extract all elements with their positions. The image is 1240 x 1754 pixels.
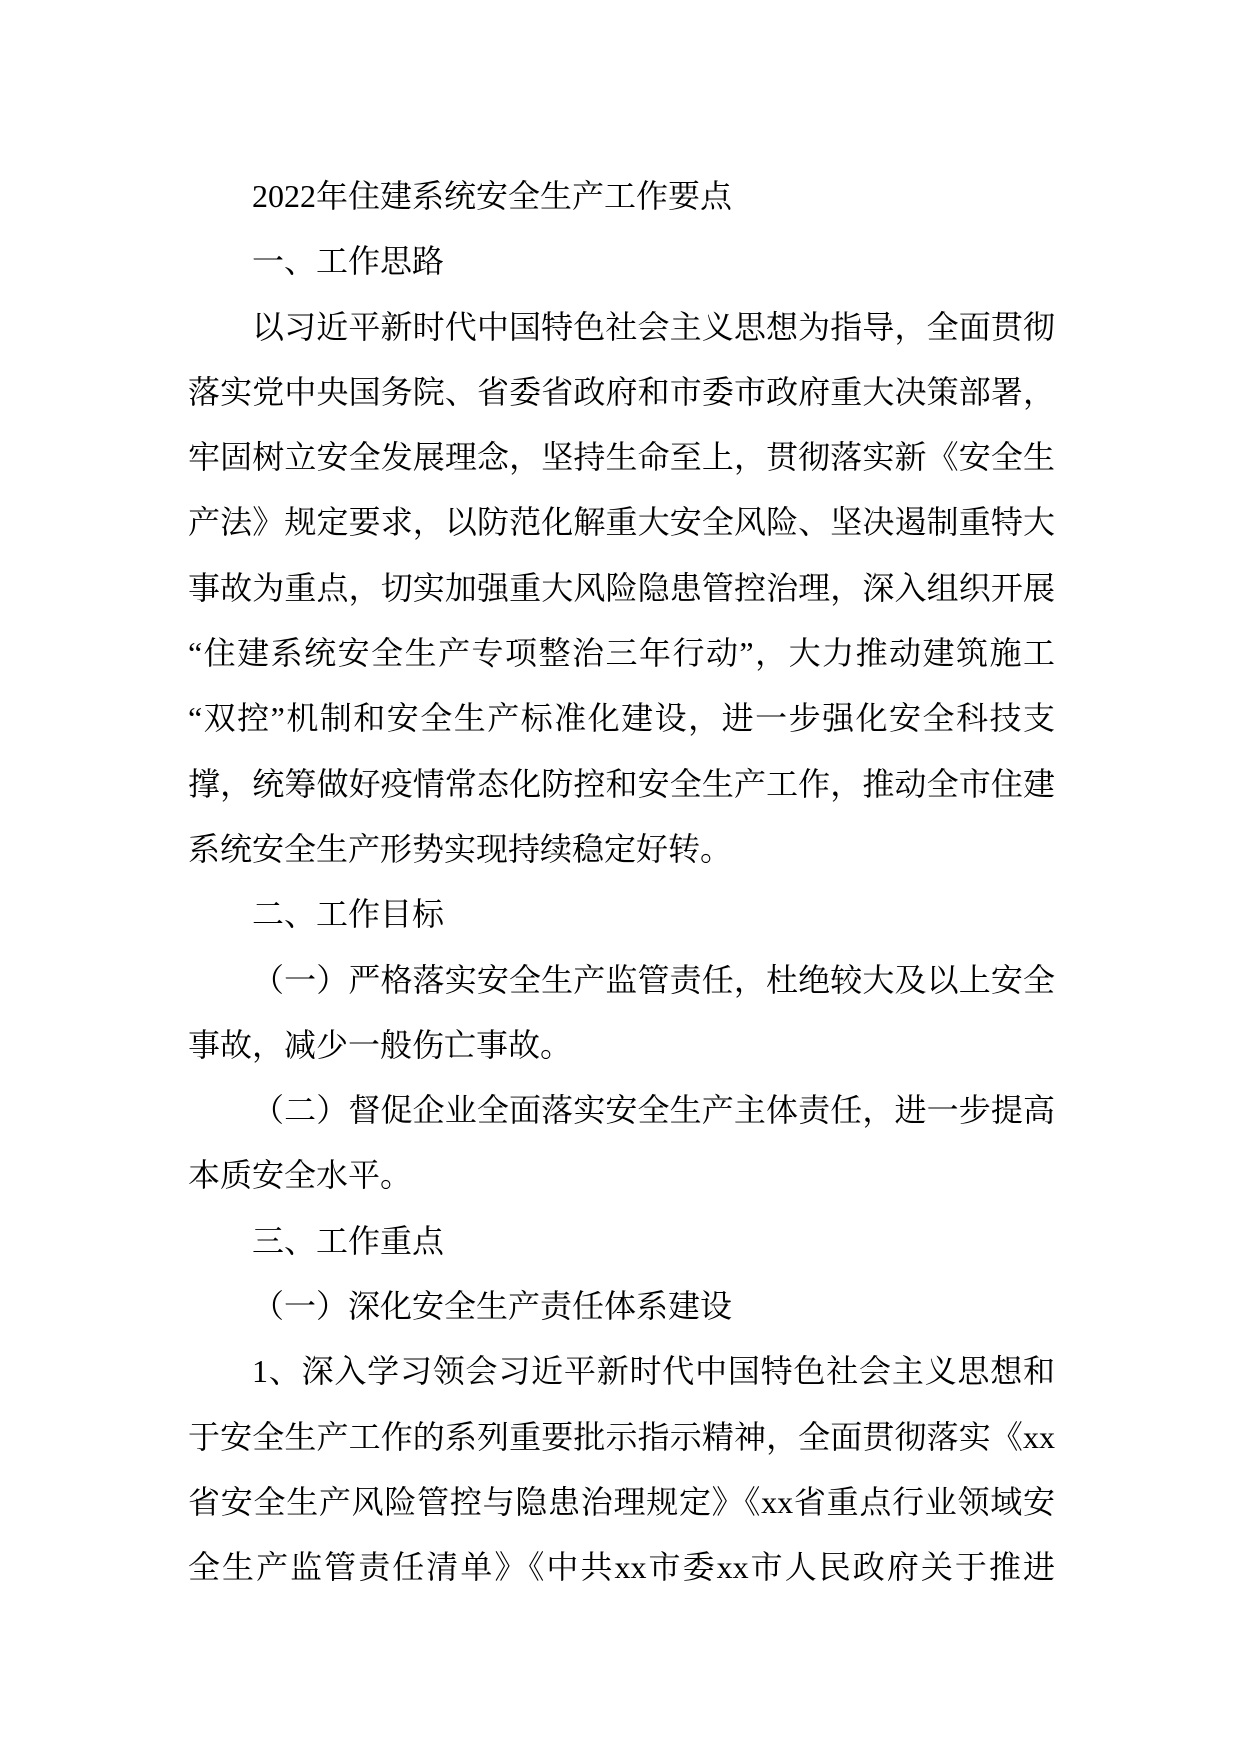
paragraph-line: 撑，统筹做好疫情常态化防控和安全生产工作，推动全市住建 — [188, 765, 1055, 802]
document-title: 2022年住建系统安全生产工作要点 — [252, 178, 733, 214]
item-line: 省安全生产风险管控与隐患治理规定》《xx省重点行业领域安 — [188, 1483, 1055, 1520]
paragraph-line: 系统安全生产形势实现持续稳定好转。 — [188, 830, 733, 867]
goal-line: （二）督促企业全面落实安全生产主体责任，进一步提高 — [252, 1092, 1055, 1129]
paragraph-line: 产法》规定要求，以防范化解重大安全风险、坚决遏制重特大 — [188, 504, 1055, 541]
paragraph-line: 落实党中央国务院、省委省政府和市委市政府重大决策部署， — [188, 373, 1055, 410]
goal-line: 事故，减少一般伤亡事故。 — [188, 1026, 573, 1063]
item-line: 于安全生产工作的系列重要批示指示精神，全面贯彻落实《xx — [188, 1418, 1055, 1455]
goal-line: （一）严格落实安全生产监管责任，杜绝较大及以上安全 — [252, 961, 1055, 998]
paragraph-line: 事故为重点，切实加强重大风险隐患管控治理，深入组织开展 — [188, 569, 1055, 606]
paragraph-line: 牢固树立安全发展理念，坚持生命至上，贯彻落实新《安全生 — [188, 439, 1055, 476]
section-heading: 一、工作思路 — [252, 243, 445, 280]
item-line: 1、深入学习领会习近平新时代中国特色社会主义思想和 — [252, 1353, 1055, 1390]
paragraph-line: “住建系统安全生产专项整治三年行动”，大力推动建筑施工 — [188, 635, 1055, 672]
item-line: 全生产监管责任清单》《中共xx市委xx市人民政府关于推进 — [188, 1549, 1055, 1586]
document-body — [188, 164, 1055, 1601]
goal-line: 本质安全水平。 — [188, 1157, 413, 1194]
section-heading: 三、工作重点 — [252, 1222, 445, 1259]
paragraph-line: “双控”机制和安全生产标准化建设，进一步强化安全科技支 — [188, 700, 1055, 737]
subsection-heading: （一）深化安全生产责任体系建设 — [252, 1288, 733, 1325]
paragraph-line: 以习近平新时代中国特色社会主义思想为指导，全面贯彻 — [252, 308, 1055, 345]
section-heading: 二、工作目标 — [252, 896, 445, 933]
